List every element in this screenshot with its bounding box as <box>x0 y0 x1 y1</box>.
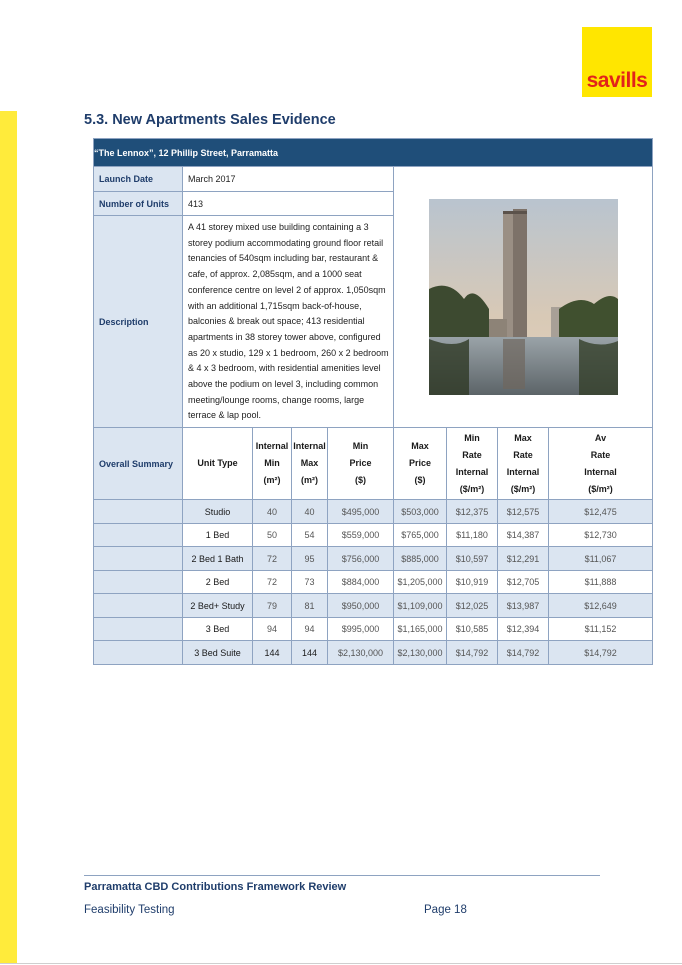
table-row: 3 Bed Suite 144 144 $2,130,000 $2,130,000 $14,792 $14,792 $14,792 <box>94 641 653 665</box>
page-bottom-rule <box>0 963 682 964</box>
summary-label: Overall Summary <box>94 428 183 500</box>
table-row: 2 Bed 72 73 $884,000 $1,205,000 $10,919 $12,705 $11,888 <box>94 571 653 594</box>
property-header-row <box>94 139 653 167</box>
sales-evidence-table <box>93 138 653 665</box>
col-min-price: Min Price ($) <box>328 428 394 500</box>
building-photo <box>429 199 618 395</box>
col-max-rate: Max Rate Internal ($/m²) <box>498 428 549 500</box>
table-row: 2 Bed+ Study 79 81 $950,000 $1,109,000 $12,025 $13,987 $12,649 <box>94 594 653 618</box>
footer-divider <box>84 875 600 876</box>
footer-section: Feasibility Testing <box>84 904 175 916</box>
units-value: 413 <box>183 192 394 216</box>
property-header: “The Lennox”, 12 Phillip Street, Parramatta <box>94 139 653 167</box>
col-internal-min: Internal Min (m²) <box>253 428 292 500</box>
table-row: 2 Bed 1 Bath 72 95 $756,000 $885,000 $10,597 $12,291 $11,067 <box>94 547 653 571</box>
left-accent-bar <box>0 111 17 964</box>
table-row: 1 Bed 50 54 $559,000 $765,000 $11,180 $14,387 $12,730 <box>94 524 653 547</box>
description-text: A 41 storey mixed use building containing a 3 storey podium accommodating ground floor retail tenancies of 540sqm including bar, restaurant & cafe, of approx. 2,085sqm, and a 1000 seat conference centre on level 2 of approx. 1,050sqm with an additional 1,715sqm back-of-house, balconies & break out space; 413 residential apartments in 38 storey tower above, configured as 20 x studio, 129 x 1 bedroom, 260 x 2 bedroom & 4 x 3 bedroom, with residential amenities level above the podium on level 3, including common meeting/lounge rooms, change rooms, large terrace & lap pool. <box>183 216 394 428</box>
savills-logo <box>582 27 652 97</box>
table-row: Studio 40 40 $495,000 $503,000 $12,375 $12,575 $12,475 <box>94 500 653 524</box>
table-row: 3 Bed 94 94 $995,000 $1,165,000 $10,585 $12,394 $11,152 <box>94 618 653 641</box>
col-internal-max: Internal Max (m²) <box>292 428 328 500</box>
description-label: Description <box>94 216 183 428</box>
page-number: Page 18 <box>424 904 467 916</box>
footer-title: Parramatta CBD Contributions Framework Review <box>84 881 347 893</box>
col-max-price: Max Price ($) <box>394 428 447 500</box>
building-photo-cell <box>394 167 653 428</box>
col-unit-type: Unit Type <box>183 428 253 500</box>
launch-date-row <box>94 167 653 192</box>
launch-date-label: Launch Date <box>94 167 183 192</box>
logo-text: savills <box>586 69 648 92</box>
col-min-rate: Min Rate Internal ($/m²) <box>447 428 498 500</box>
summary-header-row <box>94 428 653 500</box>
section-title: 5.3. New Apartments Sales Evidence <box>84 112 336 128</box>
launch-date-value: March 2017 <box>183 167 394 192</box>
col-av-rate: Av Rate Internal ($/m²) <box>549 428 653 500</box>
units-label: Number of Units <box>94 192 183 216</box>
